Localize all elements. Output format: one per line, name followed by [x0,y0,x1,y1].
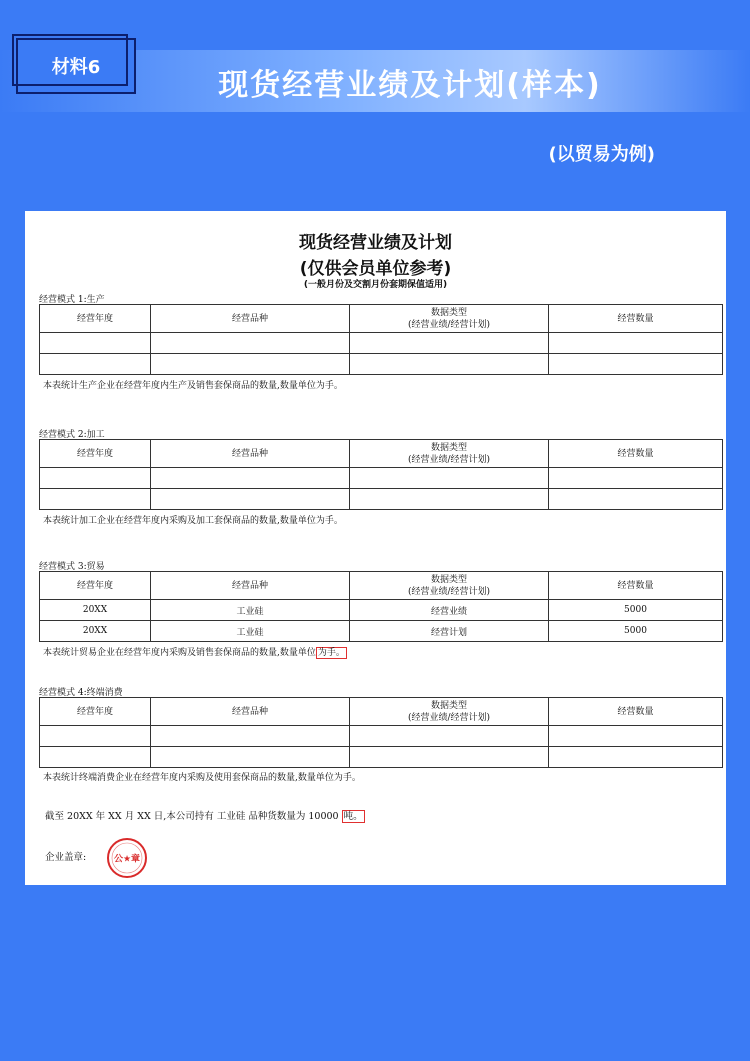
col-year: 经营年度 [40,572,151,600]
section-label-trade: 经营模式 3:贸易 [39,562,105,572]
col-type: 数据类型 (经营业绩/经营计划) [350,698,549,726]
table-header-row [40,698,723,726]
cell-type: 经营计划 [350,621,549,642]
table-processing [39,439,723,510]
table-row [40,747,723,768]
table-row [40,489,723,510]
page-subtitle: (以贸易为例) [548,144,655,165]
table-row [40,333,723,354]
section-label-consumption: 经营模式 4:终端消费 [39,688,123,698]
section-label-processing: 经营模式 2:加工 [39,430,105,440]
col-year: 经营年度 [40,698,151,726]
table-row [40,726,723,747]
cell-quantity: 5000 [549,621,723,642]
seal-label: 企业盖章: [45,852,87,863]
col-variety: 经营品种 [151,440,350,468]
document-sheet [25,211,726,885]
section-note-production: 本表统计生产企业在经营年度内生产及销售套保商品的数量,数量单位为手。 [43,381,343,391]
col-variety: 经营品种 [151,572,350,600]
section-note-processing: 本表统计加工企业在经营年度内采购及加工套保商品的数量,数量单位为手。 [43,516,343,526]
col-variety: 经营品种 [151,698,350,726]
cell [40,354,151,375]
cell [40,333,151,354]
cell-year: 20XX [40,600,151,621]
doc-applicability-note: (一般月份及交割月份套期保值适用) [303,280,448,290]
page-title: 现货经营业绩及计划(样本) [218,68,602,103]
table-header-row [40,572,723,600]
table-consumption [39,697,723,768]
cell [350,489,549,510]
cell [151,726,350,747]
company-seal-icon [105,836,149,880]
col-type: 数据类型 (经营业绩/经营计划) [350,305,549,333]
cell [350,333,549,354]
cell [151,354,350,375]
cell [40,726,151,747]
cell [549,726,723,747]
table-row [40,468,723,489]
note-text: 本表统计贸易企业在经营年度内采购及销售套保商品的数量,数量单位 [43,648,316,658]
cell [549,489,723,510]
cell [549,747,723,768]
cell-quantity: 5000 [549,600,723,621]
cell-year: 20XX [40,621,151,642]
section-note-consumption: 本表统计终端消费企业在经营年度内采购及使用套保商品的数量,数量单位为手。 [43,773,361,783]
cell [350,747,549,768]
cell [151,333,350,354]
table-production [39,304,723,375]
cell [350,354,549,375]
table-row [40,621,723,642]
cell [40,747,151,768]
section-note-trade [43,645,347,658]
col-type: 数据类型 (经营业绩/经营计划) [350,572,549,600]
seal-text: 公★章 [113,854,141,865]
highlighted-unit: 为手。 [317,648,345,658]
table-header-row [40,305,723,333]
cell [151,489,350,510]
cell-variety: 工业硅 [151,600,350,621]
col-variety: 经营品种 [151,305,350,333]
cell-variety: 工业硅 [151,621,350,642]
cell [549,468,723,489]
badge-label: 材料6 [51,57,101,78]
col-type: 数据类型 (经营业绩/经营计划) [350,440,549,468]
highlighted-unit: 吨。 [343,811,363,822]
col-quantity: 经营数量 [549,440,723,468]
cell [40,468,151,489]
cell-type: 经营业绩 [350,600,549,621]
cell [549,333,723,354]
cell [350,468,549,489]
col-quantity: 经营数量 [549,698,723,726]
cell [40,489,151,510]
cell [549,354,723,375]
cell [151,747,350,768]
table-row [40,354,723,375]
col-year: 经营年度 [40,440,151,468]
table-row [40,600,723,621]
cell [151,468,350,489]
col-quantity: 经营数量 [549,572,723,600]
doc-subtitle: (仅供会员单位参考) [299,259,452,279]
doc-title: 现货经营业绩及计划 [299,233,452,253]
statement-text: 截至 20XX 年 XX 月 XX 日,本公司持有 工业硅 品种货数量为 10000 [45,811,339,822]
table-trade [39,571,723,642]
col-quantity: 经营数量 [549,305,723,333]
section-label-production: 经营模式 1:生产 [39,295,105,305]
cell [350,726,549,747]
material-badge [16,38,136,94]
holding-statement [45,808,365,822]
table-header-row [40,440,723,468]
col-year: 经营年度 [40,305,151,333]
